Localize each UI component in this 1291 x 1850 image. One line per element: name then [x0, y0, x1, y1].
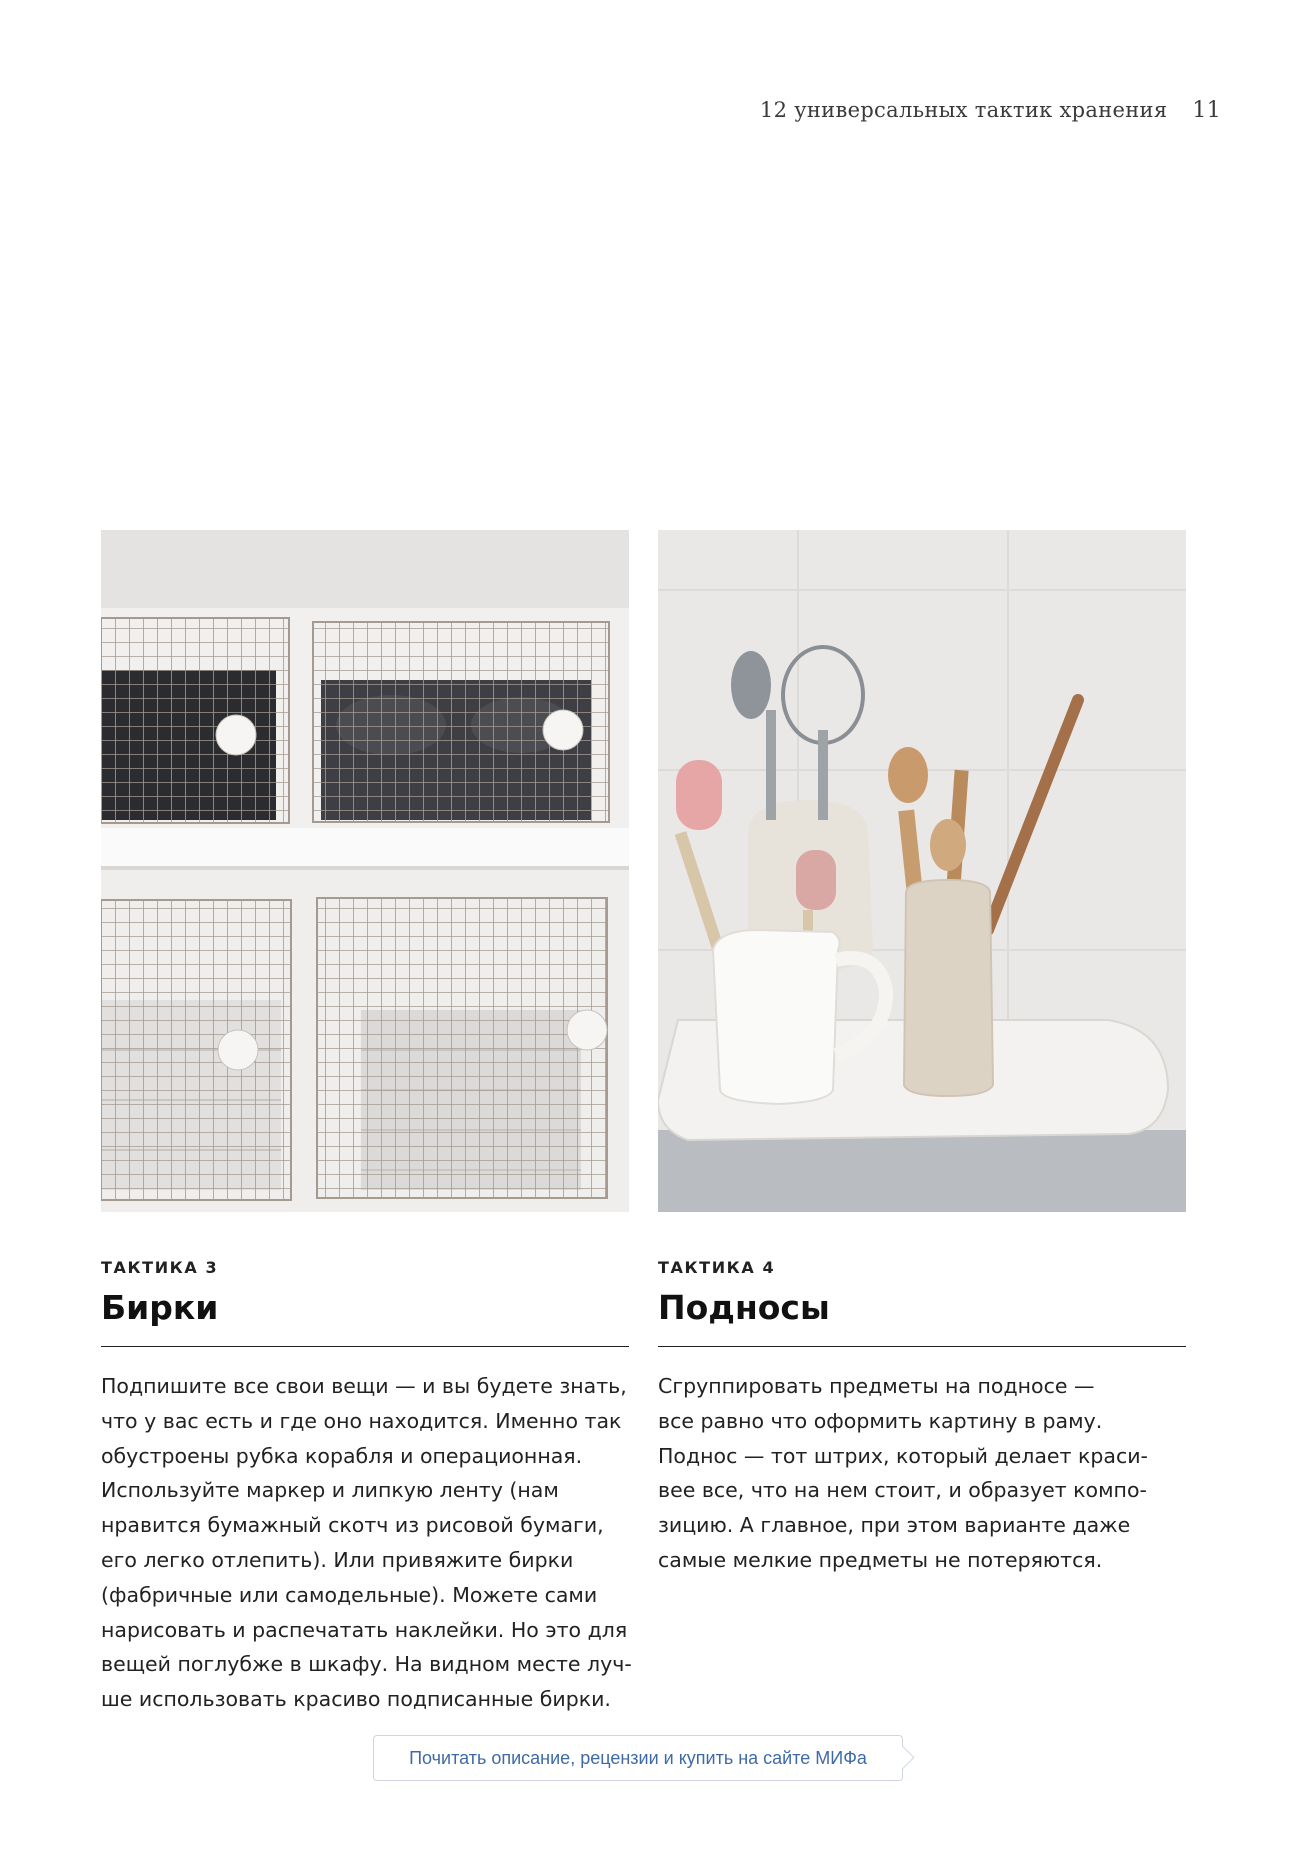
tactic-4-kicker: ТАКТИКА 4 [658, 1258, 776, 1277]
body-line: обустроены рубка корабля и операционная. [101, 1443, 583, 1468]
tactic-4-section [658, 1258, 1186, 1578]
wire-baskets-photo [101, 530, 629, 1212]
body-line: самые мелкие предметы не потеряются. [658, 1547, 1103, 1572]
tactic-3-section [101, 1258, 632, 1717]
body-line: вее все, что на нем стоит, и образует компо- [658, 1478, 1147, 1503]
section-divider [658, 1346, 1186, 1347]
body-line: Поднос — тот штрих, который делает краси- [658, 1443, 1148, 1468]
body-line: зицию. А главное, при этом варианте даже [658, 1513, 1131, 1538]
body-line: Используйте маркер и липкую ленту (нам [101, 1478, 559, 1503]
tactic-3-kicker: ТАКТИКА 3 [101, 1258, 219, 1277]
buy-on-mif-label: Почитать описание, рецензии и купить на сайте МИФа [409, 1747, 867, 1768]
chapter-title: 12 универсальных тактик хранения [759, 98, 1168, 122]
running-head [760, 98, 1221, 123]
tactic-3-body [101, 1369, 632, 1717]
body-line: все равно что оформить картину в раму. [658, 1408, 1103, 1433]
tactic-4-body [658, 1369, 1186, 1578]
page-number: 11 [1192, 98, 1221, 123]
tactic-3-heading: Бирки [101, 1288, 219, 1327]
body-line: нравится бумажный скотч из рисовой бумаги, [101, 1513, 604, 1538]
body-line: нарисовать и распечатать наклейки. Но это для [101, 1617, 628, 1642]
body-line: (фабричные или самодельные). Можете сами [101, 1582, 598, 1607]
body-line: Подпишите все свои вещи — и вы будете знать, [101, 1374, 627, 1398]
body-line: его легко отлепить). Или привяжите бирки [101, 1547, 574, 1572]
buy-on-mif-link-button[interactable] [373, 1735, 903, 1781]
body-line: что у вас есть и где оно находится. Именно так [101, 1408, 622, 1433]
body-line: ше использовать красиво подписанные бирки. [101, 1687, 611, 1712]
body-line: вещей поглубже в шкафу. На видном месте луч- [101, 1652, 632, 1677]
utensils-tray-photo [658, 530, 1186, 1212]
tactic-4-heading: Подносы [658, 1288, 830, 1327]
section-divider [101, 1346, 629, 1347]
body-line: Сгруппировать предметы на подносе — [658, 1374, 1095, 1398]
